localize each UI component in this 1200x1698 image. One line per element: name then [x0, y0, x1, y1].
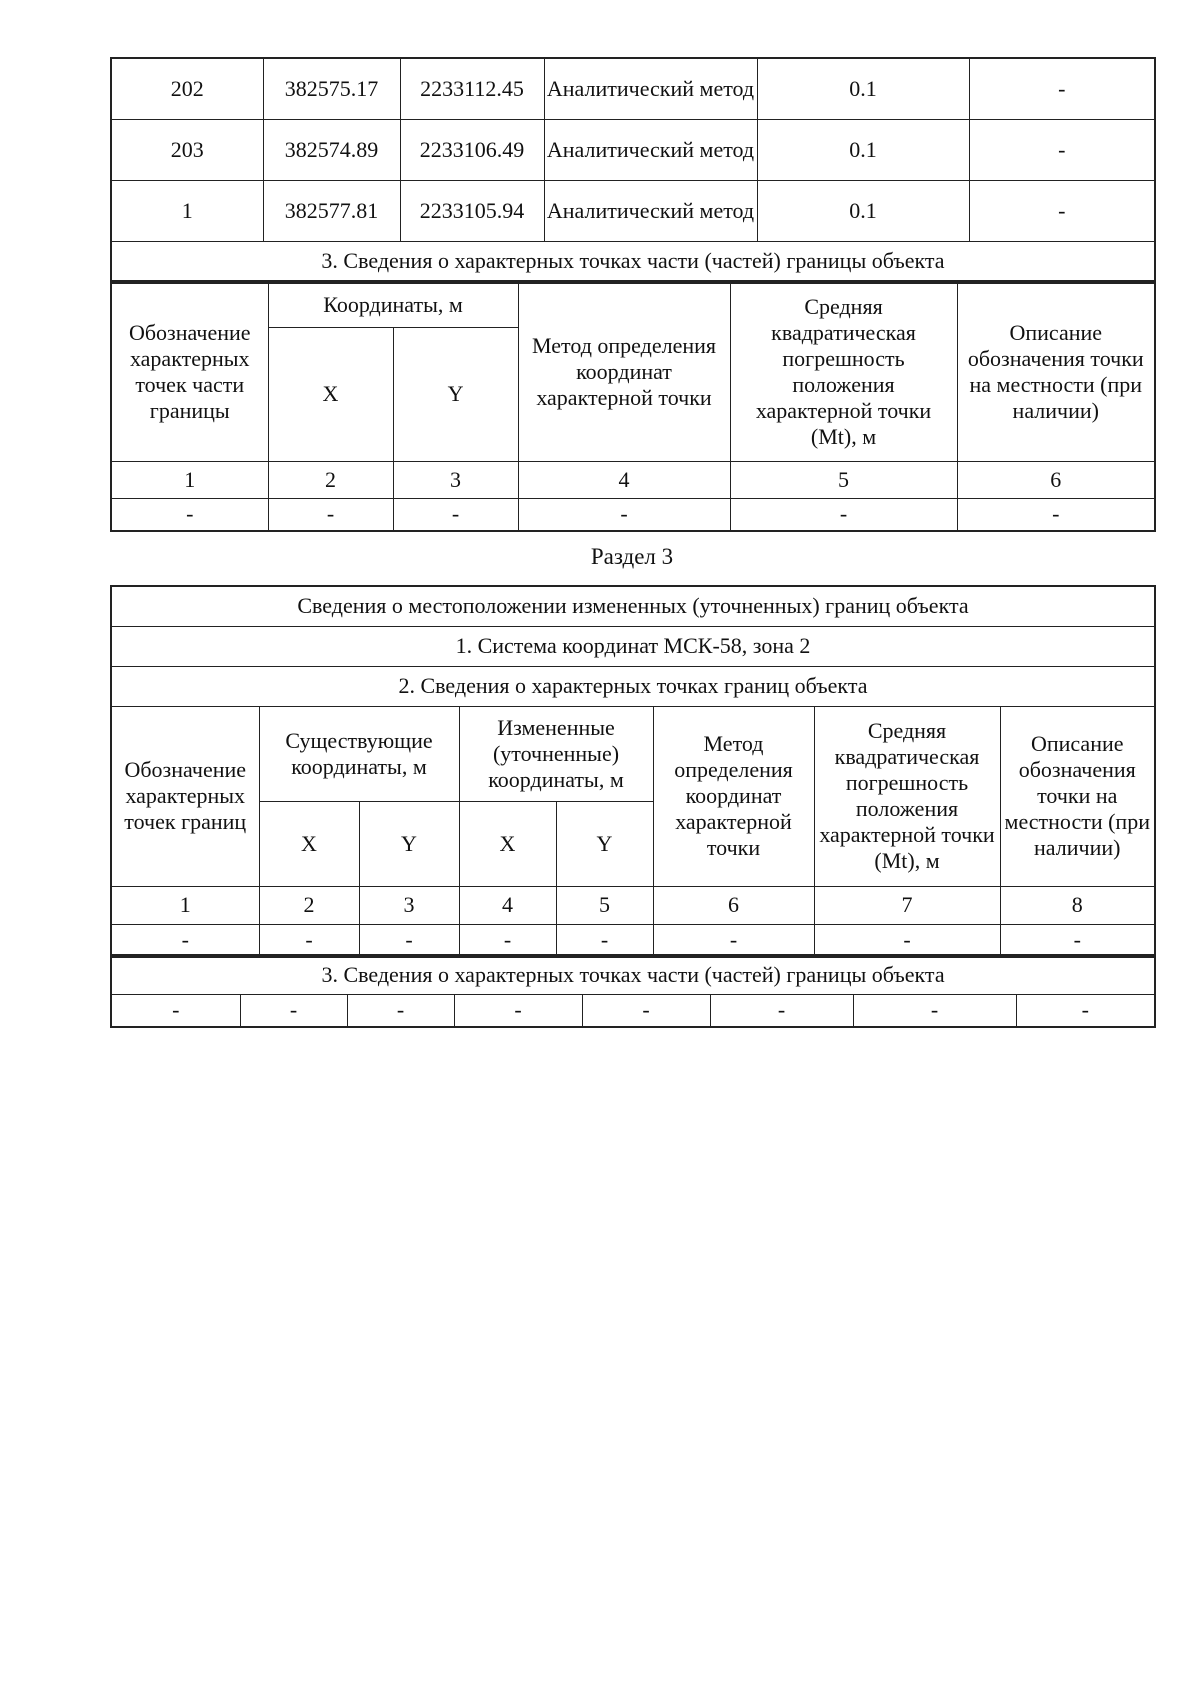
points-heading-row [111, 666, 1155, 706]
table-title: Сведения о местоположении измененных (уточненных) границ объекта [111, 586, 1155, 626]
part-heading: 3. Сведения о характерных точках части (частей) границы объекта [111, 241, 1155, 281]
empty-cell: - [111, 924, 259, 957]
part-boundary-table [110, 954, 1156, 1028]
header-error: Средняя квадратическая погрешность положения характерной точки (Mt), м [814, 706, 1000, 886]
coord-x: 382577.81 [263, 180, 400, 241]
coord-y: 2233105.94 [400, 180, 544, 241]
coord-system-row [111, 626, 1155, 666]
header-designation: Обозначение характерных точек части границы [111, 283, 268, 461]
table-row [111, 58, 1155, 119]
header-row [111, 706, 1155, 801]
empty-cell: - [268, 498, 393, 531]
coord-system: 1. Система координат МСК-58, зона 2 [111, 626, 1155, 666]
empty-cell: - [853, 994, 1016, 1027]
column-number: 3 [393, 461, 518, 498]
column-number: 8 [1000, 886, 1155, 924]
method-cell: Аналитический метод [544, 180, 757, 241]
header-error: Средняя квадратическая погрешность положения характерной точки (Mt), м [730, 283, 957, 461]
header-y: Y [359, 801, 459, 886]
header-description: Описание обозначения точки на местности (при наличии) [1000, 706, 1155, 886]
empty-cell: - [582, 994, 710, 1027]
header-y: Y [393, 327, 518, 461]
description-cell: - [969, 119, 1155, 180]
coord-y: 2233112.45 [400, 58, 544, 119]
header-row [111, 283, 1155, 327]
table-row [111, 924, 1155, 957]
column-number: 5 [730, 461, 957, 498]
points-heading: 2. Сведения о характерных точках границ объекта [111, 666, 1155, 706]
table-row [111, 119, 1155, 180]
header-y: Y [556, 801, 653, 886]
description-cell: - [969, 180, 1155, 241]
empty-cell: - [393, 498, 518, 531]
column-number: 2 [259, 886, 359, 924]
empty-cell: - [518, 498, 730, 531]
empty-cell: - [1016, 994, 1155, 1027]
empty-cell: - [240, 994, 347, 1027]
header-existing: Существующие координаты, м [259, 706, 459, 801]
header-x: X [259, 801, 359, 886]
empty-cell: - [710, 994, 853, 1027]
column-numbers-row [111, 461, 1155, 498]
part-heading-row [111, 955, 1155, 994]
column-number: 6 [653, 886, 814, 924]
empty-cell: - [111, 498, 268, 531]
empty-cell: - [556, 924, 653, 957]
column-number: 7 [814, 886, 1000, 924]
header-description: Описание обозначения точки на местности (при наличии) [957, 283, 1155, 461]
header-x: X [268, 327, 393, 461]
column-number: 2 [268, 461, 393, 498]
empty-cell: - [814, 924, 1000, 957]
empty-cell: - [359, 924, 459, 957]
column-number: 5 [556, 886, 653, 924]
table-row [111, 994, 1155, 1027]
empty-cell: - [459, 924, 556, 957]
column-number: 4 [518, 461, 730, 498]
mt-value: 0.1 [757, 119, 969, 180]
mt-value: 0.1 [757, 180, 969, 241]
column-number: 1 [111, 886, 259, 924]
empty-cell: - [347, 994, 454, 1027]
header-x: X [459, 801, 556, 886]
empty-cell: - [957, 498, 1155, 531]
table-row [111, 498, 1155, 531]
empty-cell: - [730, 498, 957, 531]
method-cell: Аналитический метод [544, 119, 757, 180]
empty-cell: - [259, 924, 359, 957]
header-method: Метод определения координат характерной точки [653, 706, 814, 886]
column-number: 3 [359, 886, 459, 924]
coord-y: 2233106.49 [400, 119, 544, 180]
point-id: 203 [111, 119, 263, 180]
point-id: 1 [111, 180, 263, 241]
method-cell: Аналитический метод [544, 58, 757, 119]
part-points-table [110, 282, 1156, 532]
boundary-points-table [110, 57, 1156, 282]
header-coords: Координаты, м [268, 283, 518, 327]
column-number: 1 [111, 461, 268, 498]
column-number: 4 [459, 886, 556, 924]
column-number: 6 [957, 461, 1155, 498]
column-numbers-row [111, 886, 1155, 924]
empty-cell: - [1000, 924, 1155, 957]
empty-cell: - [454, 994, 582, 1027]
header-changed: Измененные (уточненные) координаты, м [459, 706, 653, 801]
header-method: Метод определения координат характерной точки [518, 283, 730, 461]
coord-x: 382574.89 [263, 119, 400, 180]
empty-cell: - [653, 924, 814, 957]
header-designation: Обозначение характерных точек границ [111, 706, 259, 886]
coord-x: 382575.17 [263, 58, 400, 119]
title-row [111, 586, 1155, 626]
table-row [111, 180, 1155, 241]
point-id: 202 [111, 58, 263, 119]
description-cell: - [969, 58, 1155, 119]
part-heading: 3. Сведения о характерных точках части (частей) границы объекта [111, 955, 1155, 994]
part-heading-row [111, 241, 1155, 281]
section-title: Раздел 3 [590, 544, 674, 569]
empty-cell: - [111, 994, 240, 1027]
mt-value: 0.1 [757, 58, 969, 119]
changed-boundaries-table [110, 585, 1156, 958]
